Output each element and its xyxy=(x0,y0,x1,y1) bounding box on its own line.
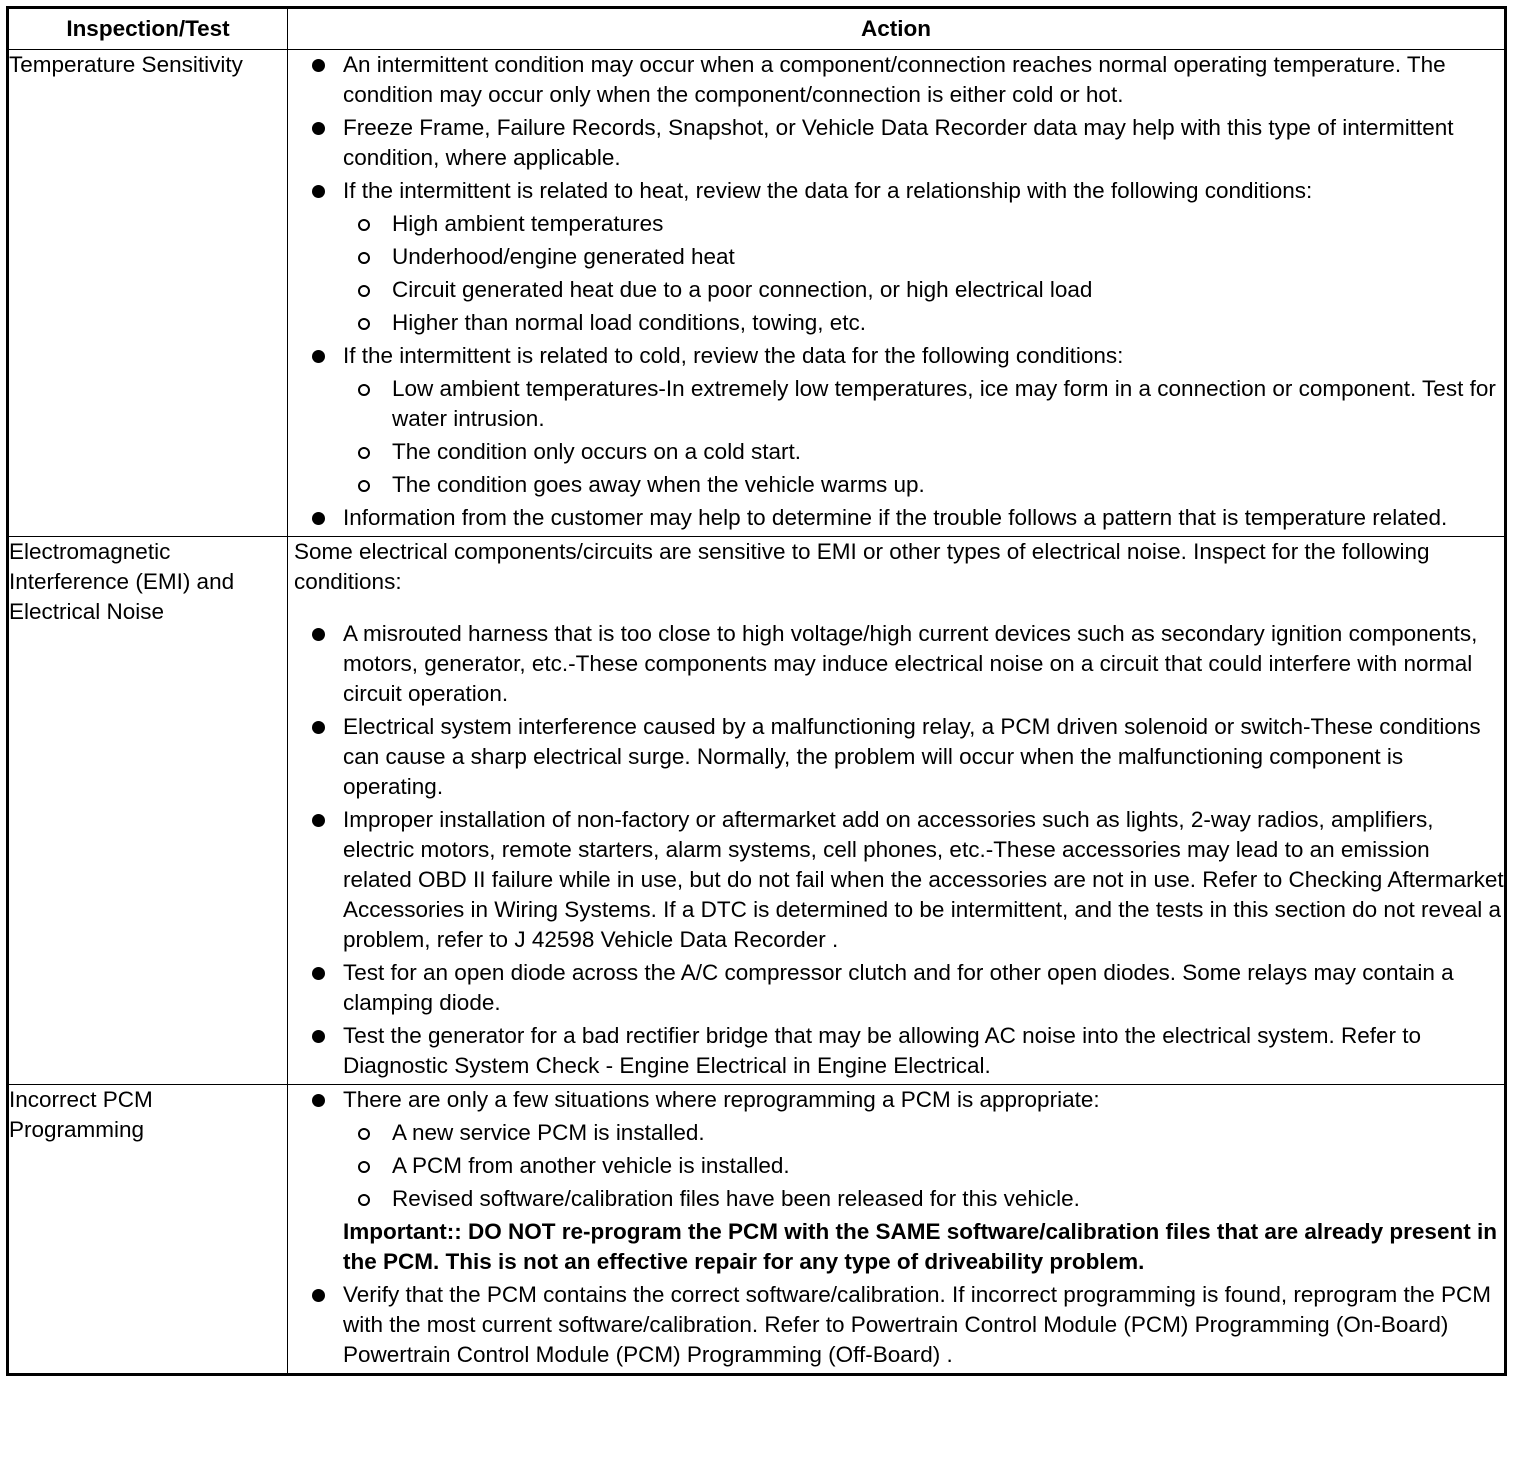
sub-list-item: Circuit generated heat due to a poor connection, or high electrical load xyxy=(342,275,1504,305)
item-text: If the intermittent is related to heat, review the data for a relationship with the following conditions: xyxy=(343,178,1313,203)
sub-list-item: A new service PCM is installed. xyxy=(342,1118,1504,1148)
item-text: Electrical system interference caused by a malfunctioning relay, a PCM driven solenoid or switch-These conditions can cause a sharp electrical surge. Normally, the problem will occur when the malfunctioning component is operating. xyxy=(343,714,1481,799)
row-name: Electromagnetic Interference (EMI) and Electrical Noise xyxy=(8,537,288,1085)
item-text: Test the generator for a bad rectifier bridge that may be allowing AC noise into the electrical system. Refer to Diagnostic System Check - Engine Electrical in Engine Electrical. xyxy=(343,1023,1422,1078)
sub-list-item: Low ambient temperatures-In extremely low temperatures, ice may form in a connection or component. Test for water intrusion. xyxy=(342,374,1504,434)
item-text: If the intermittent is related to cold, review the data for the following conditions: xyxy=(343,343,1124,368)
bullet-list xyxy=(288,50,1504,533)
list-item xyxy=(288,1280,1504,1370)
bullet-list xyxy=(288,619,1504,1081)
sub-list-item: Underhood/engine generated heat xyxy=(342,242,1504,272)
item-text: Test for an open diode across the A/C compressor clutch and for other open diodes. Some relays may contain a clamping diode. xyxy=(343,960,1454,1015)
sub-list-item: The condition goes away when the vehicle warms up. xyxy=(342,470,1504,500)
list-item xyxy=(288,1021,1504,1081)
important-note: Important:: DO NOT re-program the PCM with the SAME software/calibration files that are already present in the PCM. This is not an effective repair for any type of driveability problem. xyxy=(343,1219,1497,1274)
list-item xyxy=(288,712,1504,802)
sub-list-item: High ambient temperatures xyxy=(342,209,1504,239)
sub-list xyxy=(343,209,1504,338)
item-text: A misrouted harness that is too close to high voltage/high current devices such as secondary ignition components, motors, generator, etc.-These components may induce electrical noise on a circuit that could interfere with normal circuit operation. xyxy=(343,621,1478,706)
sub-list-item: Higher than normal load conditions, towing, etc. xyxy=(342,308,1504,338)
inspection-table xyxy=(6,6,1507,1376)
list-item xyxy=(288,176,1504,338)
list-item xyxy=(288,503,1504,533)
sub-list-item: A PCM from another vehicle is installed. xyxy=(342,1151,1504,1181)
table-row xyxy=(8,50,1506,537)
list-item xyxy=(288,619,1504,709)
row-intro: Some electrical components/circuits are sensitive to EMI or other types of electrical noise. Inspect for the following conditions: xyxy=(294,539,1430,594)
item-text: Verify that the PCM contains the correct software/calibration. If incorrect programming is found, reprogram the PCM with the most current software/calibration. Refer to Powertrain Control Module (PCM) Programming (On-Board) Powertrain Control Module (PCM) Programming (Off-Board) . xyxy=(343,1282,1491,1367)
row-action xyxy=(288,50,1506,537)
row-name: Temperature Sensitivity xyxy=(8,50,288,537)
header-inspection-test: Inspection/Test xyxy=(8,8,288,50)
row-action xyxy=(288,1085,1506,1375)
header-row xyxy=(8,8,1506,50)
list-item xyxy=(288,341,1504,500)
table-row xyxy=(8,537,1506,1085)
list-item xyxy=(288,113,1504,173)
list-item xyxy=(288,1085,1504,1277)
list-item xyxy=(288,958,1504,1018)
item-text: Information from the customer may help to determine if the trouble follows a pattern that is temperature related. xyxy=(343,505,1448,530)
item-text: There are only a few situations where reprogramming a PCM is appropriate: xyxy=(343,1087,1100,1112)
sub-list xyxy=(343,374,1504,500)
header-action: Action xyxy=(288,8,1506,50)
bullet-list xyxy=(288,1085,1504,1370)
sub-list xyxy=(343,1118,1504,1214)
row-name: Incorrect PCM Programming xyxy=(8,1085,288,1375)
list-item xyxy=(288,805,1504,955)
item-text: An intermittent condition may occur when a component/connection reaches normal operating temperature. The condition may occur only when the component/connection is either cold or hot. xyxy=(343,52,1446,107)
sub-list-item: The condition only occurs on a cold start. xyxy=(342,437,1504,467)
sub-list-item: Revised software/calibration files have been released for this vehicle. xyxy=(342,1184,1504,1214)
list-item xyxy=(288,50,1504,110)
row-action xyxy=(288,537,1506,1085)
item-text: Improper installation of non-factory or aftermarket add on accessories such as lights, 2-way radios, amplifiers, electric motors, remote starters, alarm systems, cell phones, etc.-These accessories may lead to an emission related OBD II failure while in use, but do not fail when the accessories are not in use. Refer to Checking Aftermarket Accessories in Wiring Systems. If a DTC is determined to be intermittent, and the tests in this section do not reveal a problem, refer to J 42598 Vehicle Data Recorder . xyxy=(343,807,1504,952)
table-row xyxy=(8,1085,1506,1375)
item-text: Freeze Frame, Failure Records, Snapshot, or Vehicle Data Recorder data may help with this type of intermittent condition, where applicable. xyxy=(343,115,1454,170)
